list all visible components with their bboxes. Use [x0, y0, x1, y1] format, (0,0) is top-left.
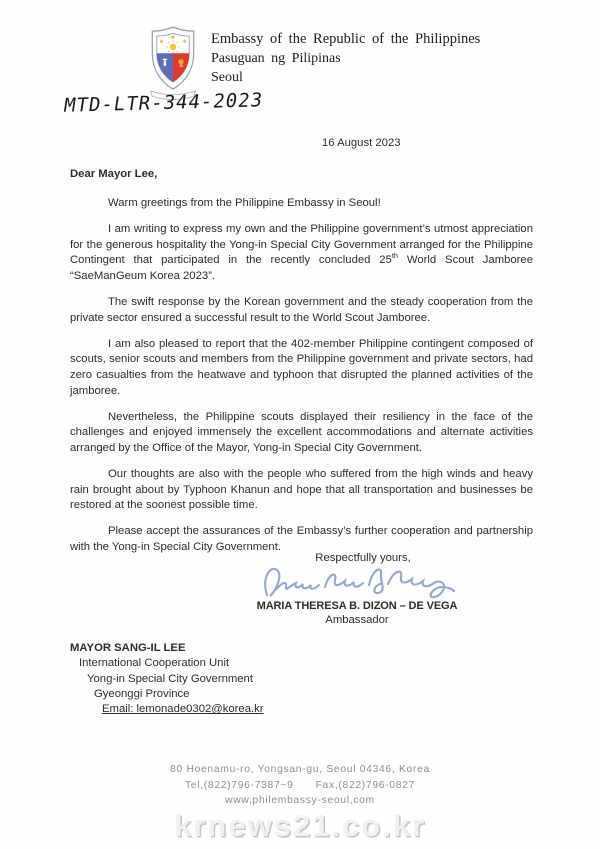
org-name: Embassy of the Republic of the Philippines	[211, 31, 481, 47]
paragraph-assurances: Please accept the assurances of the Embassy’s further cooperation and partnership with the Yong-in Special City Government.	[70, 525, 533, 553]
ordinal-superscript: th	[391, 251, 399, 261]
paragraph-appreciation-post: World Scout Jamboree “SaeManGeum Korea 2023”.	[70, 254, 533, 283]
svg-text:★: ★	[181, 38, 188, 46]
addressee-government: Yong-in Special City Government	[87, 672, 253, 685]
addressee-email: Email: lemonade0302@korea.kr	[102, 703, 264, 716]
footer-tel: Tel,(822)796-7387~9	[184, 779, 294, 791]
signer-name: MARIA THERESA B. DIZON – DE VEGA	[256, 600, 458, 612]
svg-text:★: ★	[158, 38, 165, 46]
signer-title: Ambassador	[325, 614, 389, 626]
paragraph-typhoon-sympathy: Our thoughts are also with the people who suffered from the high winds and heavy rain brought about by Typhoon Khanun and hope that all transportation and businesses be restored at the soonest possible time.	[70, 468, 533, 512]
letterhead-footer	[0, 762, 600, 809]
footer-contact	[0, 778, 600, 794]
closing-line: Respectfully yours,	[315, 552, 411, 564]
footer-address: 80 Hoenamu-ro, Yongsan-gu, Seoul 04346, Korea	[170, 764, 430, 775]
news-site-watermark: krnews21.co.kr	[173, 808, 427, 843]
paragraph-contingent-report: I am also pleased to report that the 402-member Philippine contingent composed of scouts, senior scouts and members from the Philippine government and private sectors, had zero casualties from the heatwave and typhoon that disrupted the planned activities of the jamboree.	[70, 337, 533, 397]
handwritten-reference: MTD-LTR-344-2023	[62, 89, 265, 117]
paragraph-appreciation	[70, 222, 533, 284]
footer-website: www,philembassy-seoul,com	[225, 795, 375, 806]
addressee-province: Gyeonggi Province	[94, 687, 190, 700]
org-city: Seoul	[211, 70, 243, 85]
signature-block	[250, 552, 464, 626]
paragraph-resiliency: Nevertheless, the Philippine scouts displayed their resiliency in the face of the challenges and enjoyed immensely the excellent accommodations and alternate activities arranged by the Office of the Mayor, Yong-in Special City Government.	[70, 410, 533, 454]
paragraph-swift-response: The swift response by the Korean government and the steady cooperation from the private sector ensured a successful result to the World Scout Jamboree.	[70, 296, 533, 324]
letter-date: 16 August 2023	[322, 137, 401, 149]
paragraph-greeting: Warm greetings from the Philippine Embassy in Seoul!	[108, 197, 381, 210]
paragraph-appreciation-pre: I am writing to express my own and the Philippine government’s utmost appreciation for the generous hospitality the Yong-in Special City Government arranged for the Philippine Contingent that participated in the recently concluded 25	[70, 223, 533, 267]
letter-body	[70, 136, 533, 566]
svg-text:★: ★	[169, 32, 177, 42]
org-name-native: Pasuguan ng Pilipinas	[211, 51, 341, 66]
addressee-name: MAYOR SANG-IL LEE	[70, 642, 186, 654]
salutation: Dear Mayor Lee,	[70, 167, 158, 180]
footer-fax: Fax,(822)796-0827	[315, 779, 416, 791]
addressee-block	[70, 641, 264, 717]
addressee-unit: International Cooperation Unit	[79, 657, 230, 670]
